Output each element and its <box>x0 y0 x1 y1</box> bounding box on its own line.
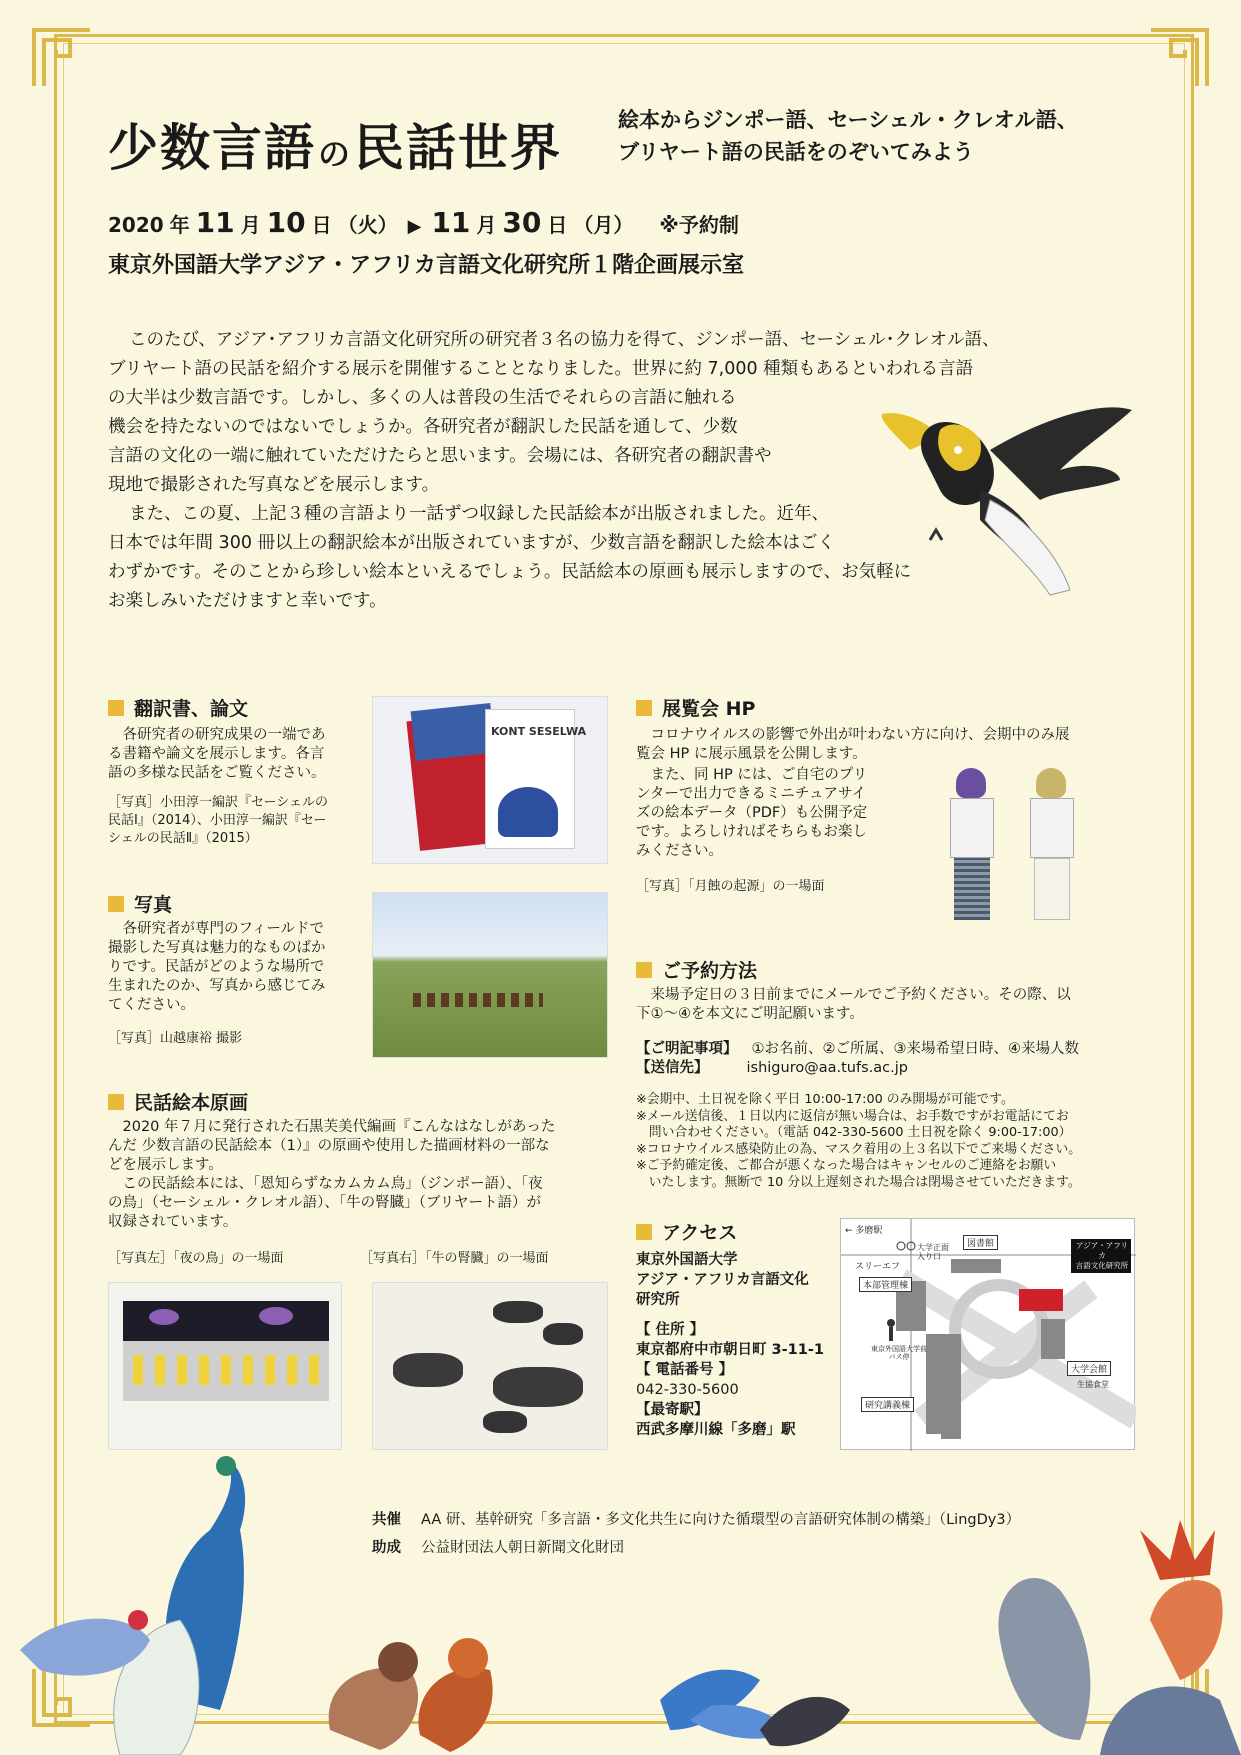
kidney-illustration <box>372 1282 608 1450</box>
note-line: ※コロナウイルス感染防止の為、マスク着用の上３名以下でご来場ください。 <box>636 1141 1082 1157</box>
body-line: んだ 少数言語の民話絵本（1）』の原画や使用した描画材料の一部な <box>108 1138 550 1154</box>
map-label-station: ← 多磨駅 <box>845 1226 883 1236</box>
website-caption: ［写真］「月蝕の起源」の一場面 <box>636 879 825 894</box>
address-label: 【 住所 】 <box>636 1322 705 1338</box>
reservation-notes <box>636 1092 1146 1191</box>
intro-line: このたび、アジア･アフリカ言語文化研究所の研究者３名の協力を得て、ジンポー語、セーシェル･クレオル語、 <box>129 330 1000 350</box>
hornbill-illustration <box>870 390 1140 600</box>
body-line: 来場予定日の３日前までにメールでご予約ください。その際、以 <box>650 987 1071 1003</box>
body-line: 各研究者の研究成果の一端であ <box>122 727 326 743</box>
reservation-items-row <box>636 1040 1146 1059</box>
body-line: 各研究者が専門のフィールドで <box>122 921 325 937</box>
date-unit: 日 <box>547 213 568 237</box>
title-particle: の <box>318 135 353 173</box>
body-line: ズの絵本データ（PDF）も公開予定 <box>636 805 868 821</box>
map-text: 東京外国語大学前 <box>871 1345 927 1353</box>
map-text: バス停 <box>888 1353 910 1361</box>
section-marker-icon <box>108 896 124 912</box>
section-heading-text: アクセス <box>662 1222 738 1244</box>
org-line: 研究所 <box>636 1292 680 1308</box>
map-text: 入り口 <box>917 1252 941 1261</box>
section-marker-icon <box>636 700 652 716</box>
photos-body <box>108 920 358 1015</box>
section-heading-reservation <box>636 956 757 983</box>
note-line: いたします。無断で 10 分以上遅刻された場合は閉場させていただきます。 <box>636 1174 1081 1190</box>
note-line: 問い合わせください。（電話 042-330-5600 土日祝を除く 9:00-17:00） <box>636 1125 1072 1140</box>
org-line: 東京外国語大学 <box>636 1252 738 1268</box>
phone-label: 【 電話番号 】 <box>636 1362 734 1378</box>
station-label: 【最寄駅】 <box>636 1402 709 1418</box>
map-text: 大学正面 <box>917 1243 949 1252</box>
section-heading-text: 写真 <box>134 894 173 916</box>
grant-label: 助成 <box>372 1540 401 1556</box>
subtitle-line: ブリヤート語の民話をのぞいてみよう <box>618 140 974 164</box>
date-start-month: 11 <box>195 206 235 239</box>
grant-row <box>372 1534 1020 1562</box>
body-line: コロナウイルスの影響で外出が叶わない方に向け、会期中のみ展 <box>650 727 1070 743</box>
access-info <box>636 1250 836 1440</box>
map-label-gate <box>917 1243 949 1261</box>
map-label-lecture: 研究講義棟 <box>861 1397 914 1412</box>
body-line: る書籍や論文を展示します。各言 <box>108 746 325 762</box>
items-label: 【ご明記事項】 <box>636 1041 738 1057</box>
body-line: ンターで出力できるミニチュアサイ <box>636 786 866 802</box>
section-heading-translations <box>108 694 248 721</box>
section-heading-text: ご予約方法 <box>662 960 758 982</box>
section-heading-access <box>636 1218 737 1245</box>
note-line: ※会期中、土日祝を除く平日 10:00-17:00 のみ開場が可能です。 <box>636 1092 1014 1107</box>
section-heading-photos <box>108 890 172 917</box>
body-line: 撮影した写真は魅力的なものばか <box>108 940 326 956</box>
section-heading-website <box>636 694 755 721</box>
email-label: 【送信先】 <box>636 1060 709 1076</box>
map-text: 言語文化研究所 <box>1075 1261 1129 1270</box>
footer-credits <box>372 1506 1020 1562</box>
date-end-weekday: （月） <box>573 213 634 237</box>
intro-line: ブリヤート語の民話を紹介する展示を開催することとなりました。世界に約 7,000 種類もあるといわれる言語 <box>108 359 974 379</box>
date-end-month: 11 <box>431 206 471 239</box>
campus-map <box>840 1218 1135 1450</box>
body-line: です。よろしければそちらもお楽し <box>636 824 867 840</box>
map-label-library: 図書館 <box>963 1235 998 1250</box>
section-marker-icon <box>636 962 652 978</box>
page-title <box>108 108 562 180</box>
frame-corner-ornament <box>30 1665 94 1729</box>
translations-body <box>108 726 358 783</box>
caption-line: シェルの民話Ⅱ』（2015） <box>108 831 258 846</box>
cohost-text: AA 研、基幹研究「多言語・多文化共生に向けた循環型の言語研究体制の構築」（LingDy3） <box>421 1512 1021 1528</box>
reservation-email-row <box>636 1059 1146 1078</box>
book-title: KONT SESELWA <box>491 725 587 738</box>
body-line: みください。 <box>636 843 723 859</box>
body-line: また、同 HP には、ご自宅のプリ <box>650 767 868 783</box>
arrow-right-icon: ▶ <box>407 216 422 237</box>
reservation-body <box>636 986 1136 1024</box>
caption-right: ［写真右］「牛の腎臓」の一場面 <box>360 1251 549 1266</box>
reservation-note: ※予約制 <box>659 213 739 237</box>
section-marker-icon <box>108 700 124 716</box>
intro-line: の大半は少数言語です。しかし、多くの人は普段の生活でそれらの言語に触れる <box>108 388 737 408</box>
date-end-day: 30 <box>502 206 542 239</box>
title-part: 少数言語 <box>108 119 316 177</box>
map-label-institute <box>1073 1241 1131 1271</box>
subtitle-line: 絵本からジンポー語、セーシェル・クレオル語、 <box>618 108 1078 132</box>
intro-line: 現地で撮影された写真などを展示します。 <box>108 475 440 495</box>
map-text: アジア・アフリカ <box>1076 1241 1128 1260</box>
body-line: てください。 <box>108 997 195 1013</box>
intro-line: 日本では年間 300 冊以上の翻訳絵本が出版されていますが、少数言語を翻訳した絵本はごく <box>108 533 836 553</box>
exhibition-dates <box>108 206 739 239</box>
translations-caption <box>108 794 358 848</box>
map-label-hall: 大学会館 <box>1067 1361 1111 1376</box>
originals-body <box>108 1118 618 1232</box>
website-body-2 <box>636 766 906 861</box>
intro-line: 言語の文化の一端に触れていただけたらと思います。会場には、各研究者の翻訳書や <box>108 446 772 466</box>
steppe-photo <box>372 892 608 1058</box>
body-line: 下①～④を本文にご明記願います。 <box>636 1006 864 1022</box>
email-link[interactable]: ishiguro@aa.tufs.ac.jp <box>746 1060 908 1076</box>
section-marker-icon <box>636 1224 652 1240</box>
frame-corner-ornament <box>30 26 94 90</box>
intro-line: また、この夏、上記３種の言語より一話ずつ収録した民話絵本が出版されました。近年、 <box>129 504 829 524</box>
org-line: アジア・アフリカ言語文化 <box>636 1272 809 1288</box>
map-label-bus <box>871 1345 927 1361</box>
map-label-admin: 本部管理棟 <box>859 1277 912 1292</box>
date-unit: 月 <box>476 213 497 237</box>
items-value: ①お名前、②ご所属、③来場希望日時、④来場人数 <box>751 1041 1079 1057</box>
date-start-weekday: （火） <box>337 213 398 237</box>
section-heading-text: 翻訳書、論文 <box>134 698 249 720</box>
body-line: 2020 年７月に発行された石黒芙美代編画『こんなはなしがあった <box>122 1119 556 1135</box>
phone: 042-330-5600 <box>636 1382 739 1398</box>
date-unit: 月 <box>240 213 261 237</box>
page-subtitle <box>618 104 1158 168</box>
reservation-details <box>636 1040 1146 1078</box>
date-year: 2020 <box>108 213 164 237</box>
caption-left: ［写真左］「夜の鳥」の一場面 <box>108 1251 284 1266</box>
books-photo <box>372 696 608 864</box>
frame-corner-ornament <box>1147 26 1211 90</box>
venue: 東京外国語大学アジア・アフリカ言語文化研究所１階企画展示室 <box>108 253 745 278</box>
cohost-label: 共催 <box>372 1512 401 1528</box>
body-line: 覧会 HP に展示風景を公開します。 <box>636 746 867 762</box>
map-label-coop: 生協食堂 <box>1077 1380 1109 1389</box>
section-marker-icon <box>108 1094 124 1110</box>
body-line: 収録されています。 <box>108 1214 238 1230</box>
frame-corner-ornament <box>1147 1665 1211 1729</box>
body-line: どを展示します。 <box>108 1157 223 1173</box>
map-label-store: スリーエフ <box>855 1262 901 1272</box>
address: 東京都府中市朝日町 3-11-1 <box>636 1342 824 1358</box>
section-heading-originals <box>108 1088 248 1115</box>
section-heading-text: 展覧会 HP <box>662 698 756 720</box>
title-part: 民話世界 <box>354 119 563 177</box>
night-bird-illustration <box>108 1282 342 1450</box>
caption-line: ［写真］小田淳一編訳『セーシェルの <box>108 795 328 810</box>
date-start-day: 10 <box>266 206 306 239</box>
body-line: 語の多様な民話をご覧ください。 <box>108 765 326 781</box>
intro-line: わずかです。そのことから珍しい絵本といえるでしょう。民話絵本の原画も展示しますので、お気軽に <box>108 562 912 582</box>
date-unit: 日 <box>311 213 332 237</box>
body-line: 生まれたのか、写真から感じてみ <box>108 978 326 994</box>
photos-caption: ［写真］山越康裕 撮影 <box>108 1031 243 1046</box>
grant-text: 公益財団法人朝日新聞文化財団 <box>421 1540 624 1556</box>
note-line: ※メール送信後、１日以内に返信が無い場合は、お手数ですがお電話にてお <box>636 1108 1069 1124</box>
date-unit: 年 <box>169 213 190 237</box>
body-line: りです。民話がどのような場所で <box>108 959 325 975</box>
body-line: この民話絵本には、「恩知らずなカムカム鳥」（ジンポー語）、「夜 <box>122 1176 543 1192</box>
station: 西武多摩川線「多磨」駅 <box>636 1422 796 1438</box>
website-body <box>636 726 1136 764</box>
caption-line: 民話Ⅰ』（2014）、小田淳一編訳『セー <box>108 813 327 828</box>
eclipse-illustration <box>926 760 1106 930</box>
cohost-row <box>372 1506 1020 1534</box>
section-heading-text: 民話絵本原画 <box>134 1092 249 1114</box>
body-line: の鳥」（セーシェル・クレオル語）、「牛の腎臓」（ブリヤート語）が <box>108 1195 541 1211</box>
intro-line: お楽しみいただけますと幸いです。 <box>108 591 387 611</box>
intro-line: 機会を持たないのではないでしょうか。各研究者が翻訳した民話を通して、少数 <box>108 417 738 437</box>
note-line: ※ご予約確定後、ご都合が悪くなった場合はキャンセルのご連絡をお願い <box>636 1158 1057 1173</box>
